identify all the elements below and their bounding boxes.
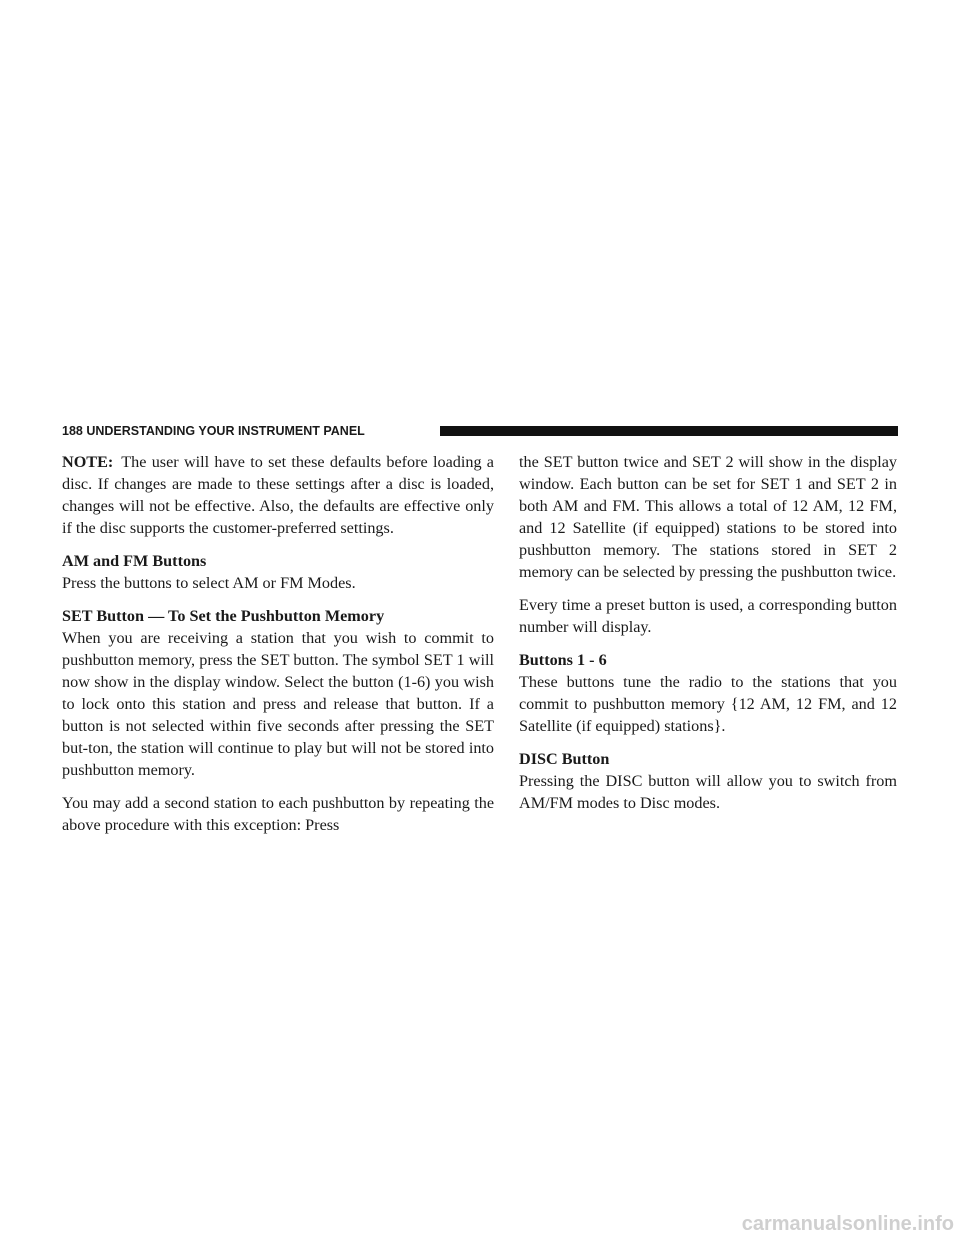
preset-text: Every time a preset button is used, a corresponding button number will display. [519, 596, 897, 636]
buttons-1-6-heading: Buttons 1 - 6 [519, 651, 607, 669]
note-text: The user will have to set these defaults before loading a disc. If changes are made to these settings after a disc is loaded, changes will not be effective. Also, the defaults are effective only if the disc supports the customer-preferred settings. [62, 453, 494, 537]
buttons-1-6-text: These buttons tune the radio to the stations that you commit to pushbutton memory {12 AM, 12 FM, and 12 Satellite (if equipped) stations}. [519, 673, 897, 735]
right-column [519, 451, 897, 814]
second-station-text: You may add a second station to each pushbutton by repeating the above procedure with this exception: Press [62, 794, 494, 834]
disc-button-text: Pressing the DISC button will allow you to switch from AM/FM modes to Disc modes. [519, 772, 897, 812]
page-number-section-title: 188 UNDERSTANDING YOUR INSTRUMENT PANEL [62, 424, 365, 438]
left-column [62, 451, 494, 836]
am-fm-heading: AM and FM Buttons [62, 552, 207, 570]
set-button-text: When you are receiving a station that you wish to commit to pushbutton memory, press the SET button. The symbol SET 1 will now show in the display window. Select the button (1-6) you wish to lock onto this station and press and release that button. If a button is not selected within five seconds after pressing the SET but-ton, the station will continue to play but will not be stored into pushbutton memory. [62, 629, 494, 779]
set2-continuation-text: the SET button twice and SET 2 will show in the display window. Each button can be set for SET 1 and SET 2 in both AM and FM. This allows a total of 12 AM, 12 FM, and 12 Satellite (if equipped) stations to be stored into pushbutton memory. The stations stored in SET 2 memory can be selected by pressing the pushbutton twice. [519, 453, 897, 581]
page-header [62, 423, 898, 439]
set-button-heading: SET Button — To Set the Pushbutton Memory [62, 607, 385, 625]
disc-button-heading: DISC Button [519, 750, 610, 768]
am-fm-text: Press the buttons to select AM or FM Modes. [62, 574, 356, 592]
watermark-logo: carmanualsonline.info [741, 1213, 954, 1235]
note-paragraph [62, 451, 494, 539]
note-label: NOTE: [62, 453, 114, 471]
header-rule [440, 426, 898, 436]
